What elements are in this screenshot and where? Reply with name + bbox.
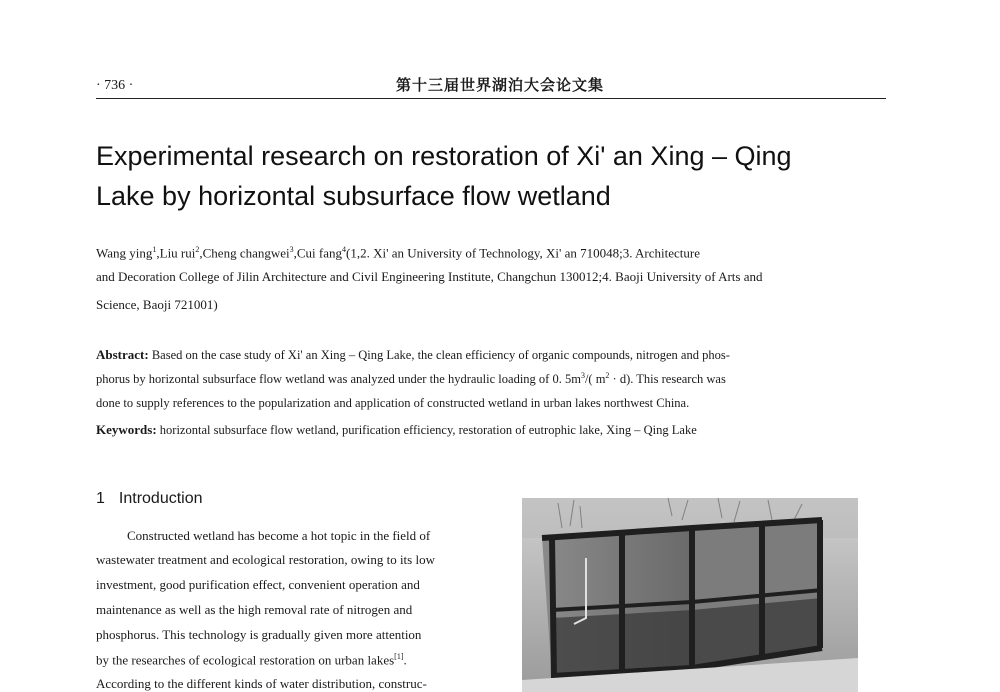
affiliation-1: (1,2. Xi' an University of Technology, Xi' an 710048;3. Architecture — [346, 245, 701, 261]
citation-ref: [1] — [394, 652, 404, 661]
abstract-text-1: Based on the case study of Xi' an Xing – Qing Lake, the clean efficiency of organic compounds, nitrogen and phos- — [148, 348, 730, 362]
author-3: ,Cheng changwei — [199, 245, 290, 261]
author-4-sup: 4 — [342, 245, 347, 254]
page-number: · 736 · — [96, 78, 134, 93]
body-line-6-text: by the researches of ecological restoration on urban lakes — [96, 652, 395, 668]
author-2-sup: 2 — [195, 245, 200, 254]
affiliation-3: Science, Baoji 721001) — [96, 297, 218, 312]
abstract-line-2 — [96, 371, 726, 387]
body-line-5: phosphorus. This technology is gradually given more attention — [96, 627, 422, 642]
keywords-line — [96, 422, 697, 438]
body-line-6 — [96, 652, 407, 668]
paper-title-line-2: Lake by horizontal subsurface flow wetland — [96, 181, 611, 211]
header-rule — [96, 98, 886, 99]
abstract-text-2c: · d). This research was — [609, 372, 726, 387]
authors-line — [96, 245, 700, 261]
author-1: Wang ying — [96, 245, 153, 261]
body-line-2: wastewater treatment and ecological restoration, owing to its low — [96, 552, 435, 567]
abstract-sup-1: 3 — [580, 371, 585, 380]
author-1-sup: 1 — [152, 245, 157, 254]
author-3-sup: 3 — [289, 245, 294, 254]
author-2: ,Liu rui — [156, 245, 196, 261]
keywords-label: Keywords: — [96, 422, 157, 437]
abstract-text-2a: phorus by horizontal subsurface flow wetland was analyzed under the hydraulic loading of 0. 5m — [96, 372, 581, 387]
abstract-label: Abstract: — [96, 347, 149, 362]
running-head: 第十三届世界湖泊大会论文集 — [395, 78, 604, 94]
wetland-tank-photo — [522, 498, 858, 692]
body-line-4: maintenance as well as the high removal rate of nitrogen and — [96, 602, 413, 617]
body-line-6-end: . — [403, 652, 407, 668]
abstract-sup-2: 2 — [605, 371, 610, 380]
affiliation-2: and Decoration College of Jilin Architecture and Civil Engineering Institute, Changchun 130012;4. Baoji University of Arts and — [96, 269, 763, 284]
body-line-7: According to the different kinds of water distribution, construc- — [96, 676, 427, 691]
body-line-3: investment, good purification effect, convenient operation and — [96, 577, 420, 592]
abstract-line-3: done to supply references to the popularization and application of constructed wetland in urban lakes northwest China. — [96, 396, 690, 410]
paper-title-line-1: Experimental research on restoration of Xi' an Xing – Qing — [96, 141, 792, 171]
author-4: ,Cui fang — [293, 245, 343, 261]
abstract-line-1 — [96, 347, 730, 363]
abstract-text-2b: /( m — [584, 372, 606, 387]
section-heading — [96, 490, 203, 508]
keywords-text: horizontal subsurface flow wetland, purification efficiency, restoration of eutrophic lake, Xing – Qing Lake — [156, 423, 697, 437]
section-title: Introduction — [118, 490, 203, 507]
body-line-1: Constructed wetland has become a hot topic in the field of — [127, 528, 431, 543]
section-number: 1 — [96, 490, 105, 507]
